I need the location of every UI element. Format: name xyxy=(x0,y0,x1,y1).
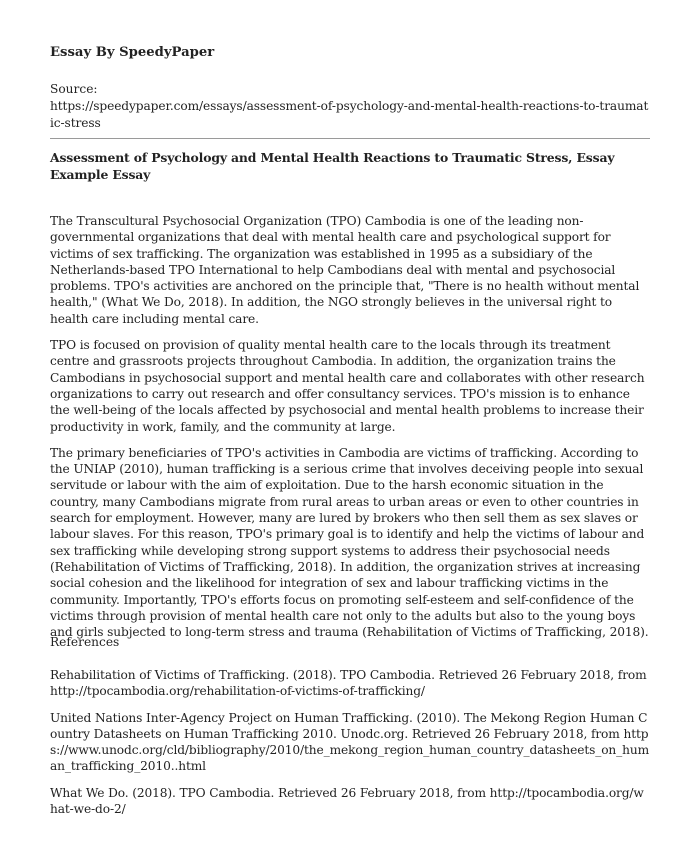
source-block xyxy=(50,81,650,132)
references-list xyxy=(50,667,650,827)
essay-paragraph: The Transcultural Psychosocial Organization (TPO) Cambodia is one of the leading non-governmental organizations that deal with mental health care and psychological support for victims of sex trafficking. The organization was established in 1995 as a subsidiary of the Netherlands-based TPO International to help Cambodians deal with mental and psychosocial problems. TPO's activities are anchored on the principle that, "There is no health without mental health," (What We Do, 2018). In addition, the NGO strongly believes in the universal right to health care including mental care. xyxy=(50,214,640,326)
reference-item: United Nations Inter-Agency Project on Human Trafficking. (2010). The Mekong Region Human Country Datasheets on Human Trafficking 2010. Unodc.org. Retrieved 26 February 2018, from https://www.unodc.org/cld/bibliography/2010/the_mekong_region_human_country_datasheets_on_human_trafficking_2010..html xyxy=(50,710,650,774)
brand-heading: Essay By SpeedyPaper xyxy=(50,45,215,60)
reference-item: Rehabilitation of Victims of Trafficking. (2018). TPO Cambodia. Retrieved 26 February 2018, from http://tpocambodia.org/rehabilitation-of-victims-of-trafficking/ xyxy=(50,668,647,699)
source-url-link[interactable]: https://speedypaper.com/essays/assessment-of-psychology-and-mental-health-reactions-to-traumatic-stress xyxy=(50,99,649,130)
source-label: Source: xyxy=(50,82,98,96)
divider xyxy=(50,138,650,139)
reference-item: What We Do. (2018). TPO Cambodia. Retrieved 26 February 2018, from http://tpocambodia.org/what-we-do-2/ xyxy=(50,785,644,817)
essay-body xyxy=(50,213,650,650)
essay-title: Assessment of Psychology and Mental Health Reactions to Traumatic Stress, Essay Example Essay xyxy=(50,150,615,182)
essay-paragraph: The primary beneficiaries of TPO's activities in Cambodia are victims of trafficking. According to the UNIAP (2010), human trafficking is a serious crime that involves deceiving people into sexual servitude or labour with the aim of exploitation. Due to the harsh economic situation in the country, many Cambodians migrate from rural areas to urban areas or even to other countries in search for employment. However, many are lured by brokers who then sell them as sex slaves or labour slaves. For this reason, TPO's primary goal is to identify and help the victims of labour and sex trafficking while developing strong support systems to address their psychosocial needs (Rehabilitation of Victims of Trafficking, 2018). In addition, the organization strives at increasing social cohesion and the likelihood for integration of sex and labour trafficking victims in the community. Importantly, TPO's efforts focus on promoting self-esteem and self-confidence of the victims through provision of mental health care not only to the adults but also to the young boys and girls subjected to long-term stress and trauma (Rehabilitation of Victims of Trafficking, 2018). xyxy=(50,445,649,640)
essay-paragraph: TPO is focused on provision of quality mental health care to the locals through its treatment centre and grassroots projects throughout Cambodia. In addition, the organization trains the Cambodians in psychosocial support and mental health care and collaborates with other research organizations to carry out research and offer consultancy services. TPO's mission is to enhance the well-being of the locals affected by psychosocial and mental health problems to increase their productivity in work, family, and the community at large. xyxy=(50,338,645,434)
references-heading: References xyxy=(50,635,120,649)
